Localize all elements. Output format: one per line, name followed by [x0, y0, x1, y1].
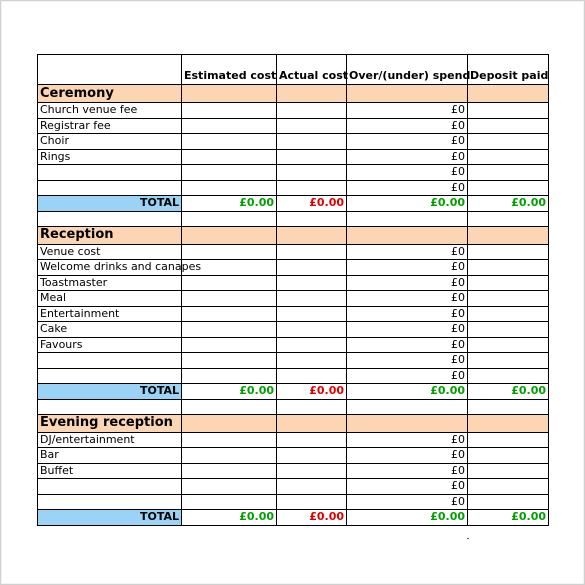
deposit-cell[interactable] — [468, 448, 549, 464]
deposit-cell[interactable] — [468, 306, 549, 322]
item-row — [38, 322, 549, 338]
section-title: Reception — [38, 226, 182, 244]
total-actual: £0.00 — [277, 196, 347, 212]
estimated-cost-cell[interactable] — [182, 463, 277, 479]
item-row — [38, 180, 549, 196]
section-row — [38, 414, 549, 432]
spacer-cell — [277, 399, 347, 414]
item-row — [38, 353, 549, 369]
total-label: TOTAL — [38, 510, 182, 526]
deposit-cell[interactable] — [468, 180, 549, 196]
item-label[interactable]: Buffet — [38, 463, 182, 479]
item-label[interactable] — [38, 180, 182, 196]
spend-cell[interactable]: £0 — [347, 260, 468, 276]
actual-cost-cell[interactable] — [277, 494, 347, 510]
deposit-cell[interactable] — [468, 322, 549, 338]
spend-cell[interactable]: £0 — [347, 432, 468, 448]
total-label: TOTAL — [38, 384, 182, 400]
item-label[interactable]: DJ/entertainment — [38, 432, 182, 448]
item-row — [38, 118, 549, 134]
section-cell — [277, 414, 347, 432]
item-label[interactable]: Favours — [38, 337, 182, 353]
item-label[interactable]: Registrar fee — [38, 118, 182, 134]
item-label[interactable] — [38, 479, 182, 495]
item-row — [38, 479, 549, 495]
total-row — [38, 196, 549, 212]
actual-cost-cell[interactable] — [277, 149, 347, 165]
item-row — [38, 368, 549, 384]
spacer-cell — [468, 399, 549, 414]
estimated-cost-cell[interactable] — [182, 244, 277, 260]
total-estimated: £0.00 — [182, 510, 277, 526]
estimated-cost-cell[interactable] — [182, 448, 277, 464]
spacer-row — [38, 399, 549, 414]
estimated-cost-cell[interactable] — [182, 479, 277, 495]
item-row — [38, 149, 549, 165]
item-label[interactable]: Entertainment — [38, 306, 182, 322]
estimated-cost-cell[interactable] — [182, 180, 277, 196]
header-cell-blank — [38, 55, 182, 85]
spacer-cell — [182, 211, 277, 226]
deposit-cell[interactable] — [468, 118, 549, 134]
estimated-cost-cell[interactable] — [182, 103, 277, 119]
section-cell — [182, 85, 277, 103]
item-row — [38, 306, 549, 322]
header-estimated-cost: Estimated cost — [182, 55, 277, 85]
section-cell — [182, 226, 277, 244]
actual-cost-cell[interactable] — [277, 180, 347, 196]
deposit-cell[interactable] — [468, 103, 549, 119]
estimated-cost-cell[interactable] — [182, 291, 277, 307]
total-actual: £0.00 — [277, 384, 347, 400]
section-cell — [277, 226, 347, 244]
total-spend: £0.00 — [347, 196, 468, 212]
spend-cell[interactable]: £0 — [347, 275, 468, 291]
spacer-cell — [347, 399, 468, 414]
estimated-cost-cell[interactable] — [182, 134, 277, 150]
header-deposit-paid: Deposit paid — [468, 55, 549, 85]
spend-cell[interactable]: £0 — [347, 180, 468, 196]
item-row — [38, 291, 549, 307]
deposit-cell[interactable] — [468, 353, 549, 369]
section-cell — [347, 414, 468, 432]
deposit-cell[interactable] — [468, 260, 549, 276]
section-cell — [277, 85, 347, 103]
estimated-cost-cell[interactable] — [182, 149, 277, 165]
deposit-cell[interactable] — [468, 494, 549, 510]
total-label: TOTAL — [38, 196, 182, 212]
total-actual: £0.00 — [277, 510, 347, 526]
item-label[interactable]: Choir — [38, 134, 182, 150]
item-label[interactable] — [38, 368, 182, 384]
spacer-row — [38, 211, 549, 226]
estimated-cost-cell[interactable] — [182, 494, 277, 510]
section-cell — [468, 226, 549, 244]
actual-cost-cell[interactable] — [277, 291, 347, 307]
section-cell — [182, 414, 277, 432]
spend-cell[interactable]: £0 — [347, 118, 468, 134]
section-row — [38, 226, 549, 244]
deposit-cell[interactable] — [468, 244, 549, 260]
actual-cost-cell[interactable] — [277, 479, 347, 495]
spend-cell[interactable]: £0 — [347, 463, 468, 479]
deposit-cell[interactable] — [468, 149, 549, 165]
section-cell — [347, 85, 468, 103]
stray-mark — [467, 538, 469, 539]
total-spend: £0.00 — [347, 384, 468, 400]
item-row — [38, 244, 549, 260]
actual-cost-cell[interactable] — [277, 353, 347, 369]
deposit-cell[interactable] — [468, 368, 549, 384]
actual-cost-cell[interactable] — [277, 463, 347, 479]
item-label[interactable]: Bar — [38, 448, 182, 464]
item-label[interactable]: Church venue fee — [38, 103, 182, 119]
spend-cell[interactable]: £0 — [347, 134, 468, 150]
item-row — [38, 337, 549, 353]
total-deposit: £0.00 — [468, 384, 549, 400]
item-row — [38, 275, 549, 291]
total-spend: £0.00 — [347, 510, 468, 526]
item-label[interactable]: Welcome drinks and canapes — [38, 260, 182, 276]
spacer-cell — [182, 399, 277, 414]
estimated-cost-cell[interactable] — [182, 368, 277, 384]
deposit-cell[interactable] — [468, 463, 549, 479]
section-cell — [347, 226, 468, 244]
item-row — [38, 448, 549, 464]
header-actual-cost: Actual cost — [277, 55, 347, 85]
actual-cost-cell[interactable] — [277, 368, 347, 384]
item-label[interactable]: Cake — [38, 322, 182, 338]
deposit-cell[interactable] — [468, 291, 549, 307]
estimated-cost-cell[interactable] — [182, 118, 277, 134]
item-row — [38, 103, 549, 119]
estimated-cost-cell[interactable] — [182, 322, 277, 338]
spend-cell[interactable]: £0 — [347, 306, 468, 322]
total-row — [38, 384, 549, 400]
actual-cost-cell[interactable] — [277, 432, 347, 448]
estimated-cost-cell[interactable] — [182, 165, 277, 181]
item-row — [38, 494, 549, 510]
spend-cell[interactable]: £0 — [347, 368, 468, 384]
actual-cost-cell[interactable] — [277, 275, 347, 291]
header-over-under-spend: Over/(under) spend — [347, 55, 468, 85]
spend-cell[interactable]: £0 — [347, 494, 468, 510]
section-title: Ceremony — [38, 85, 182, 103]
estimated-cost-cell[interactable] — [182, 275, 277, 291]
estimated-cost-cell[interactable] — [182, 337, 277, 353]
actual-cost-cell[interactable] — [277, 103, 347, 119]
item-row — [38, 134, 549, 150]
actual-cost-cell[interactable] — [277, 306, 347, 322]
item-label[interactable] — [38, 353, 182, 369]
actual-cost-cell[interactable] — [277, 448, 347, 464]
spacer-cell — [277, 211, 347, 226]
actual-cost-cell[interactable] — [277, 134, 347, 150]
spend-cell[interactable]: £0 — [347, 244, 468, 260]
deposit-cell[interactable] — [468, 479, 549, 495]
section-cell — [468, 414, 549, 432]
actual-cost-cell[interactable] — [277, 118, 347, 134]
spend-cell[interactable]: £0 — [347, 149, 468, 165]
deposit-cell[interactable] — [468, 275, 549, 291]
total-estimated: £0.00 — [182, 384, 277, 400]
spend-cell[interactable]: £0 — [347, 448, 468, 464]
deposit-cell[interactable] — [468, 337, 549, 353]
spend-cell[interactable]: £0 — [347, 291, 468, 307]
total-deposit: £0.00 — [468, 510, 549, 526]
item-row — [38, 463, 549, 479]
section-title: Evening reception — [38, 414, 182, 432]
actual-cost-cell[interactable] — [277, 337, 347, 353]
section-cell — [468, 85, 549, 103]
spend-cell[interactable]: £0 — [347, 337, 468, 353]
actual-cost-cell[interactable] — [277, 244, 347, 260]
actual-cost-cell[interactable] — [277, 260, 347, 276]
estimated-cost-cell[interactable] — [182, 353, 277, 369]
total-estimated: £0.00 — [182, 196, 277, 212]
item-label[interactable]: Meal — [38, 291, 182, 307]
estimated-cost-cell[interactable] — [182, 306, 277, 322]
actual-cost-cell[interactable] — [277, 165, 347, 181]
spacer-cell — [468, 211, 549, 226]
item-label[interactable]: Rings — [38, 149, 182, 165]
item-label[interactable]: Venue cost — [38, 244, 182, 260]
spend-cell[interactable]: £0 — [347, 103, 468, 119]
actual-cost-cell[interactable] — [277, 322, 347, 338]
item-row — [38, 432, 549, 448]
estimated-cost-cell[interactable] — [182, 432, 277, 448]
item-row — [38, 165, 549, 181]
item-label[interactable] — [38, 494, 182, 510]
budget-table-body — [38, 55, 549, 526]
item-label[interactable]: Toastmaster — [38, 275, 182, 291]
spend-cell[interactable]: £0 — [347, 479, 468, 495]
deposit-cell[interactable] — [468, 134, 549, 150]
spacer-cell — [347, 211, 468, 226]
header-row — [38, 55, 549, 85]
budget-table — [37, 54, 549, 526]
deposit-cell[interactable] — [468, 165, 549, 181]
total-row — [38, 510, 549, 526]
spacer-cell — [38, 211, 182, 226]
spend-cell[interactable]: £0 — [347, 322, 468, 338]
item-row — [38, 260, 549, 276]
total-deposit: £0.00 — [468, 196, 549, 212]
item-label[interactable] — [38, 165, 182, 181]
deposit-cell[interactable] — [468, 432, 549, 448]
section-row — [38, 85, 549, 103]
spacer-cell — [38, 399, 182, 414]
spend-cell[interactable]: £0 — [347, 165, 468, 181]
spend-cell[interactable]: £0 — [347, 353, 468, 369]
